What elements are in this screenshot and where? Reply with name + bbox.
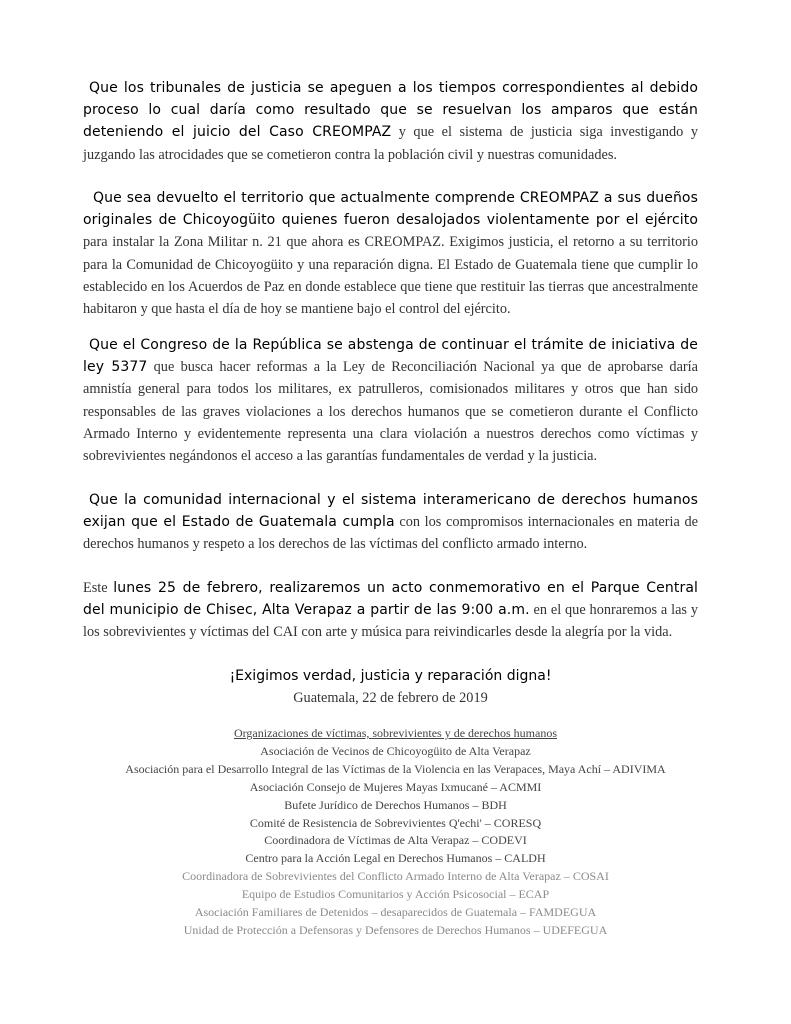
organization-item: Asociación para el Desarrollo Integral de las Víctimas de la Violencia en las Verapaces, Maya Achí – ADIVIMA (125, 761, 666, 776)
dateline: Guatemala, 22 de febrero de 2019 (293, 690, 488, 706)
demand-emphasis: Que sea devuelto el territorio que actualmente comprende CREOMPAZ a sus dueños originales de Chicoyogüito quienes fueron desalojados violentamente por el ejército (83, 190, 698, 229)
demand-text: que busca hacer reformas a la Ley de Reconciliación Nacional ya que de aprobarse daría amnistía general para todos los militares, ex patrulleros, comisionados militares y otros que han sido responsables de las graves violaciones a los derechos humanos que se cometieron durante el Conflicto Armado Interno y evidentemente representa una clara violación a nuestros derechos como víctimas y sobrevivientes negándonos el acceso a las garantías fundamentales de verdad y la justicia. (83, 359, 698, 465)
organization-item: Comité de Resistencia de Sobrevivientes Q'echi' – CORESQ (249, 815, 542, 830)
demand-text: para instalar la Zona Militar n. 21 que ahora es CREOMPAZ. Exigimos justicia, el retorno a su territorio para la Comunidad de Chicoyogüito y una reparación digna. El Estado de Guatemala tiene que cumplir lo establecido en los Acuerdos de Paz en donde establece que tiene que restituir las tierras que ancestralmente habitaron y que hasta el día de hoy se mantiene bajo el control del ejército. (83, 234, 698, 318)
demand-emphasis: Que la comunidad internacional y el sistema interamericano de derechos humanos exijan que el Estado de Guatemala cumpla (83, 492, 698, 531)
demand-text: con los compromisos internacionales en materia de derechos humanos y respeto a los derechos de las víctimas del conflicto armado interno. (83, 514, 698, 553)
demand-paragraph-international (83, 489, 698, 556)
organization-item: Asociación de Vecinos de Chicoyogüito de Alta Verapaz (260, 743, 531, 758)
event-text: en el que honraremos a las y los sobrevivientes y víctimas del CAI con arte y música para reivindicarles desde la alegría por la vida. (83, 602, 698, 641)
organization-item: Asociación Familiares de Detenidos – desaparecidos de Guatemala – FAMDEGUA (194, 905, 597, 920)
organization-item: Equipo de Estudios Comunitarios y Acción Psicosocial – ECAP (241, 887, 550, 902)
organization-item: Centro para la Acción Legal en Derechos Humanos – CALDH (245, 851, 546, 866)
organization-item: Coordinadora de Víctimas de Alta Verapaz – CODEVI (264, 833, 527, 848)
slogan: ¡Exigimos verdad, justicia y reparación digna! (229, 668, 552, 684)
organization-item: Coordinadora de Sobrevivientes del Conflicto Armado Interno de Alta Verapaz – COSAI (182, 869, 609, 884)
demand-text: y que el sistema de justicia siga investigando y juzgando las atrocidades que se cometieron contra la población civil y nuestras comunidades. (83, 124, 699, 163)
demand-paragraph-territory (83, 187, 698, 320)
organization-item: Asociación Consejo de Mujeres Mayas Ixmucané – ACMMI (249, 779, 542, 794)
organizations-list (60, 725, 731, 940)
demand-paragraph-courts (83, 77, 698, 166)
event-intro: Este (83, 580, 114, 596)
event-emphasis: lunes 25 de febrero, realizaremos un acto conmemorativo en el Parque Central del municipio de Chisec, Alta Verapaz a partir de las 9:00 a.m. (83, 580, 698, 619)
demand-paragraph-congress (83, 334, 698, 467)
organization-item: Unidad de Protección a Defensoras y Defensores de Derechos Humanos – UDEFEGUA (183, 922, 608, 937)
organization-item: Bufete Jurídico de Derechos Humanos – BDH (284, 797, 507, 812)
event-paragraph (83, 577, 698, 644)
organizations-header: Organizaciones de víctimas, sobrevivientes y de derechos humanos (233, 726, 557, 740)
demand-emphasis: Que el Congreso de la República se abstenga de continuar el trámite de iniciativa de ley 5377 (83, 337, 698, 376)
demand-emphasis: Que los tribunales de justicia se apeguen a los tiempos correspondientes al debido proceso lo cual daría como resultado que se resuelvan los amparos que están deteniendo el juicio del Caso CREOMPAZ (83, 80, 698, 141)
